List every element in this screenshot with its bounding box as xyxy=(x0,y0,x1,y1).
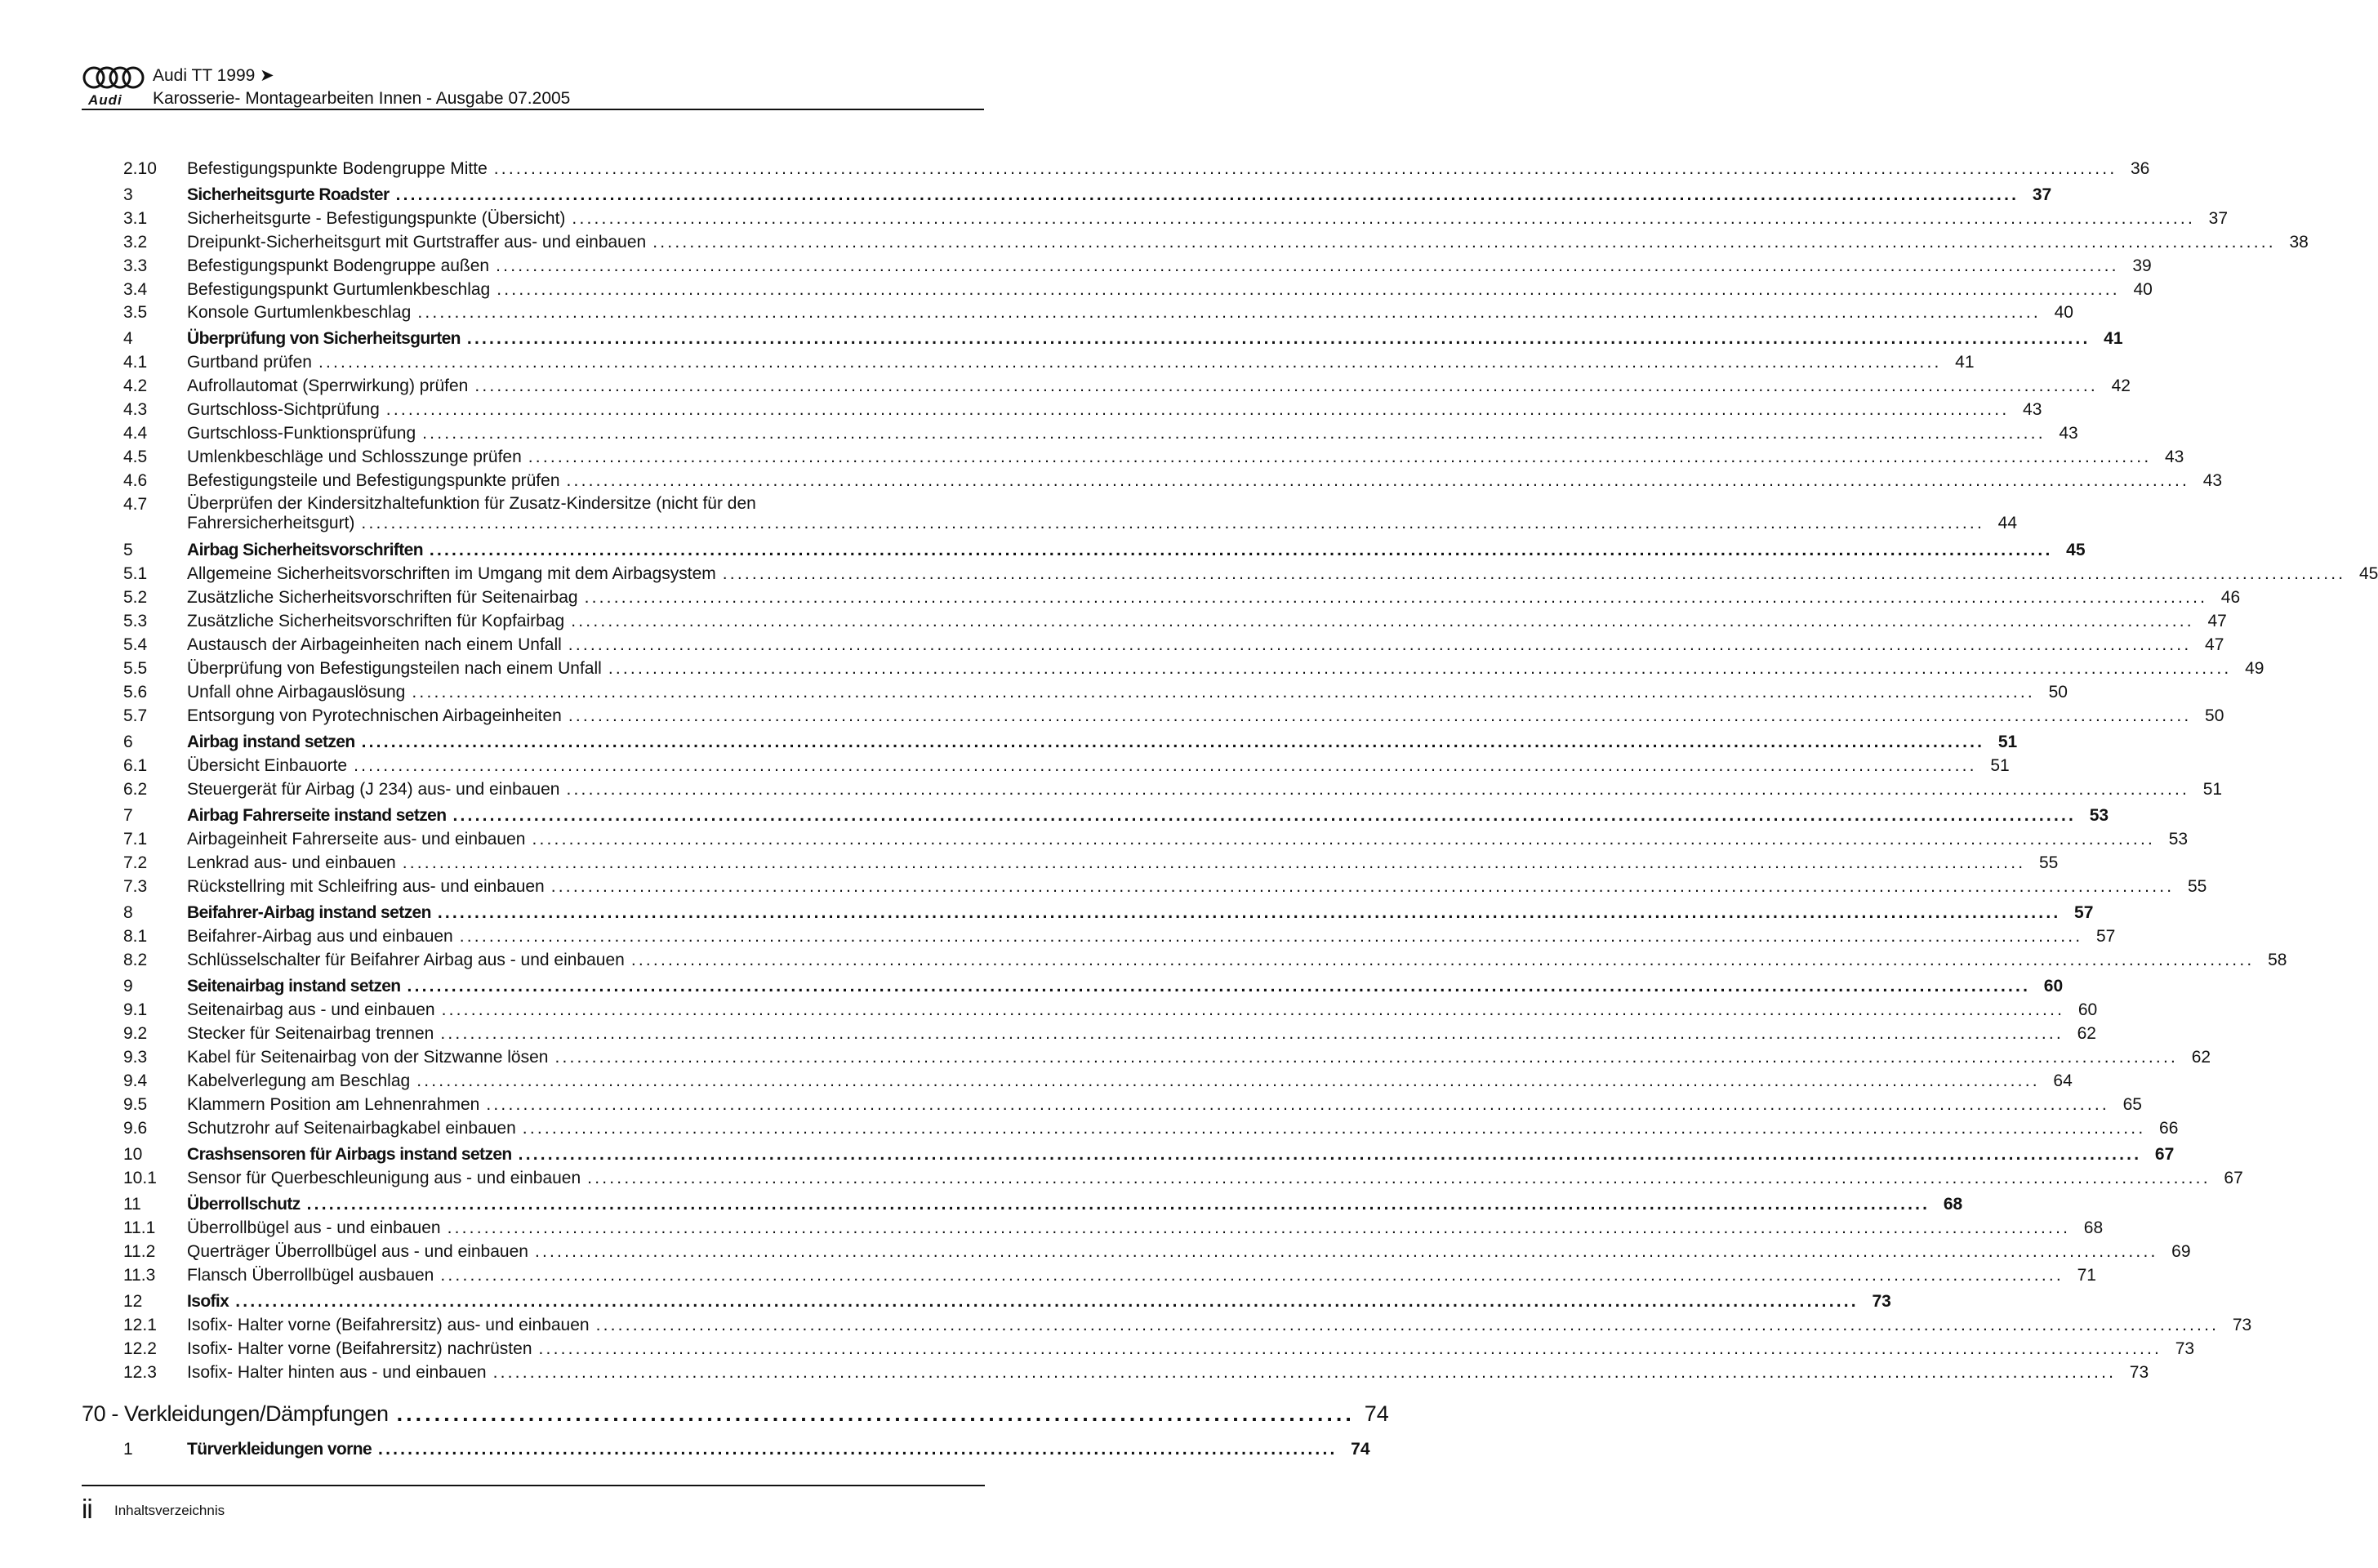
toc-entry-page: 62 xyxy=(2077,1024,2096,1043)
toc-entry-number: 12 xyxy=(123,1292,143,1311)
toc-entry-number: 3.4 xyxy=(123,280,148,299)
toc-entry-page: 71 xyxy=(2077,1266,2096,1285)
toc-entry-number: 5.3 xyxy=(123,612,148,630)
toc-entry-page: 53 xyxy=(2168,830,2189,849)
toc-entry-title: Beifahrer-Airbag instand setzen xyxy=(187,903,431,922)
toc-entry-title: Sicherheitsgurte - Befestigungspunkte (Übersicht) xyxy=(187,209,566,228)
leader-dots: ............................................................................................................................................................................................................................ xyxy=(497,280,2120,299)
toc-entry-title: Isofix- Halter hinten aus - und einbauen xyxy=(187,1363,487,1382)
leader-dots: ............................................................................................................................................................................................................................ xyxy=(568,706,2192,725)
toc-entry-number: 3.3 xyxy=(123,256,148,275)
toc-entry-number: 5 xyxy=(123,541,133,559)
toc-entry-page: 57 xyxy=(2095,927,2116,946)
leader-dots: ............................................................................................................................................................................................................................ xyxy=(429,541,2053,559)
leader-dots: ............................................................................................................................................................................................................................ xyxy=(395,185,2020,204)
toc-entry-number: 10.1 xyxy=(123,1169,157,1187)
toc-entry-page: 51 xyxy=(2202,780,2223,799)
leader-dots: ............................................................................................................................................................................................................................ xyxy=(422,424,2046,443)
toc-entry-number: 9.1 xyxy=(123,1000,148,1019)
toc-entry-title: Crashsensoren für Airbags instand setzen xyxy=(187,1145,512,1164)
leader-dots: ............................................................................................................................................................................................................................ xyxy=(496,256,2119,275)
toc-entry-title: Entsorgung von Pyrotechnischen Airbageinheiten xyxy=(187,706,562,725)
toc-entry-page: 40 xyxy=(2133,280,2153,299)
toc-entry-number: 5.1 xyxy=(123,564,148,583)
toc-entry-number: 5.5 xyxy=(123,659,148,678)
toc-entry-page: 43 xyxy=(2202,471,2223,490)
toc-entry-title: Beifahrer-Airbag aus und einbauen xyxy=(187,927,453,946)
leader-dots: ............................................................................................................................................................................................................................ xyxy=(571,612,2194,630)
toc-entry-title: Dreipunkt-Sicherheitsgurt mit Gurtstraffer aus- und einbauen xyxy=(187,233,647,252)
toc-entry-number: 5.2 xyxy=(123,588,148,607)
toc-entry-number: 5.7 xyxy=(123,706,148,725)
toc-entry-title: Gurtschloss-Sichtprüfung xyxy=(187,400,380,419)
toc-entry-title: Rückstellring mit Schleifring aus- und einbauen xyxy=(187,877,545,896)
toc-entry-title: Türverkleidungen vorne xyxy=(187,1440,372,1459)
document-title: Audi TT 1999 ➤ xyxy=(153,66,274,85)
leader-dots: ............................................................................................................................................................................................................................ xyxy=(534,1242,2158,1261)
toc-entry-page: 69 xyxy=(2171,1242,2191,1261)
toc-entry-number: 3 xyxy=(123,185,133,204)
toc-entry-page: 43 xyxy=(2059,424,2078,443)
leader-dots: ............................................................................................................................................................................................................................ xyxy=(440,1266,2064,1285)
toc-entry-number: 9.3 xyxy=(123,1048,148,1067)
toc-entry-number: 6.1 xyxy=(123,756,148,775)
toc-entry-page: 42 xyxy=(2111,376,2131,395)
leader-dots: ............................................................................................................................................................................................................................ xyxy=(447,1218,2071,1237)
toc-entry-page: 50 xyxy=(2048,683,2068,702)
leader-dots: ............................................................................................................................................................................................................................ xyxy=(584,588,2208,607)
toc-entry-page: 40 xyxy=(2054,303,2073,322)
audi-logo-icon xyxy=(82,64,145,109)
leader-dots: ............................................................................................................................................................................................................................ xyxy=(354,756,1977,775)
toc-entry-number: 12.1 xyxy=(123,1316,157,1334)
toc-entry-page: 36 xyxy=(2131,159,2150,178)
toc-entry-title: Airbag instand setzen xyxy=(187,733,355,751)
toc-entry-page: 60 xyxy=(2077,1000,2098,1019)
leader-dots: ............................................................................................................................................................................................................................ xyxy=(466,329,2091,348)
toc-entry-title: Zusätzliche Sicherheitsvorschriften für Seitenairbag xyxy=(187,588,578,607)
toc-entry-page: 60 xyxy=(2043,977,2064,996)
toc-entry-number: 7.2 xyxy=(123,853,148,872)
toc-entry-title: Klammern Position am Lehnenrahmen xyxy=(187,1095,480,1114)
toc-entry-page: 53 xyxy=(2089,806,2109,825)
toc-entry-title: Austausch der Airbageinheiten nach einem Unfall xyxy=(187,635,562,654)
toc-entry-page: 73 xyxy=(1872,1292,1891,1311)
toc-entry-title: Schlüsselschalter für Beifahrer Airbag aus - und einbauen xyxy=(187,951,625,969)
toc-entry-title: Gurtschloss-Funktionsprüfung xyxy=(187,424,416,443)
toc-entry-number: 9.5 xyxy=(123,1095,148,1114)
leader-dots: ............................................................................................................................................................................................................................ xyxy=(474,376,2098,395)
toc-entry-title: Überprüfung von Sicherheitsgurten xyxy=(187,329,461,348)
toc-entry-number: 6.2 xyxy=(123,780,148,799)
toc-entry-number: 6 xyxy=(123,733,133,751)
toc-entry-number: 11.2 xyxy=(123,1242,156,1261)
toc-entry-title: Unfall ohne Airbagauslösung xyxy=(187,683,406,702)
document-subtitle: Karosserie- Montagearbeiten Innen - Ausgabe 07.2005 xyxy=(153,89,571,108)
leader-dots: ............................................................................................................................................................................................................................ xyxy=(550,877,2175,896)
footer-label: Inhaltsverzeichnis xyxy=(114,1503,225,1518)
toc-entry-title: Airbageinheit Fahrerseite aus- und einbauen xyxy=(187,830,526,849)
toc-entry-number: 8.1 xyxy=(123,927,148,946)
toc-entry-title: Aufrollautomat (Sperrwirkung) prüfen xyxy=(187,376,469,395)
toc-entry-title: Airbag Sicherheitsvorschriften xyxy=(187,541,423,559)
leader-dots: ............................................................................................................................................................................................................................ xyxy=(417,303,2041,322)
toc-entry-title: Gurtband prüfen xyxy=(187,353,312,372)
chapter-heading[interactable] xyxy=(82,1401,1389,1426)
toc-entry-number: 4.6 xyxy=(123,471,148,490)
chapter-title: 70 - Verkleidungen/Dämpfungen xyxy=(82,1401,389,1426)
toc-entry-title: Überrollbügel aus - und einbauen xyxy=(187,1218,441,1237)
footer-page-number: ii xyxy=(82,1494,92,1524)
toc-entry-page: 67 xyxy=(2224,1169,2243,1187)
toc-entry-title: Isofix xyxy=(187,1292,229,1311)
toc-entry-number: 7.3 xyxy=(123,877,148,896)
toc-entry-page: 45 xyxy=(2066,541,2086,559)
leader-dots: ............................................................................................................................................................................................................................ xyxy=(566,471,2190,490)
toc-entry-page: 64 xyxy=(2053,1071,2073,1090)
leader-dots: ............................................................................................................................................................................................................................ xyxy=(452,806,2077,825)
toc-entry-number: 5.4 xyxy=(123,635,148,654)
toc-entry-title: Befestigungspunkt Bodengruppe außen xyxy=(187,256,490,275)
leader-dots: ............................................................................................................................................................................................................................ xyxy=(361,733,1985,751)
toc-entry-number: 12.3 xyxy=(123,1363,157,1382)
toc-entry-page: 43 xyxy=(2165,448,2184,466)
toc-entry-number: 10 xyxy=(123,1145,143,1164)
leader-dots: ............................................................................................................................................................................................................................ xyxy=(630,951,2255,969)
toc-entry-page: 44 xyxy=(1997,514,2017,532)
audi-logo-text: Audi xyxy=(88,92,122,108)
toc-entry-title: Befestigungspunkte Bodengruppe Mitte xyxy=(187,159,488,178)
leader-dots: ............................................................................................................................................................................................................................ xyxy=(532,830,2156,849)
toc-entry-page: 41 xyxy=(1955,353,1975,372)
toc-entry-page: 68 xyxy=(1943,1195,1963,1214)
header-divider xyxy=(82,109,984,110)
toc-entry-page: 58 xyxy=(2268,951,2287,969)
toc-entry-page: 68 xyxy=(2083,1218,2104,1237)
toc-entry-title: Steuergerät für Airbag (J 234) aus- und einbauen xyxy=(187,780,560,799)
toc-entry-page: 39 xyxy=(2132,256,2152,275)
toc-entry-title: Sicherheitsgurte Roadster xyxy=(187,185,390,204)
toc-entry-number: 9.6 xyxy=(123,1119,148,1138)
toc-entry-number: 7 xyxy=(123,806,133,825)
toc-entry-title: Konsole Gurtumlenkbeschlag xyxy=(187,303,412,322)
toc-entry-page: 50 xyxy=(2205,706,2224,725)
leader-dots: ............................................................................................................................................................................................................................ xyxy=(402,853,2026,872)
leader-dots: ............................................................................................................................................................................................................................ xyxy=(493,159,2117,178)
leader-dots: ............................................................................................................................................................................................................................ xyxy=(437,903,2061,922)
toc-entry-number: 11 xyxy=(123,1195,141,1214)
leader-dots: ............................................................................................................................................................................................................................ xyxy=(518,1145,2142,1164)
leader-dots: ............................................................................................................................................................................................................................ xyxy=(722,564,2346,583)
toc-entry-title: Seitenairbag instand setzen xyxy=(187,977,401,996)
toc-entry-title: Kabel für Seitenairbag von der Sitzwanne lösen xyxy=(187,1048,549,1067)
leader-dots: ............................................................................................................................................................................................................................ xyxy=(318,353,1942,372)
leader-dots: ............................................................................................................................................................................................................................ xyxy=(235,1292,1859,1311)
toc-entry-number: 4.7 xyxy=(123,495,148,514)
leader-dots: ............................................................................................................................................................................................................................ xyxy=(440,1024,2064,1043)
toc-entry-number: 4.4 xyxy=(123,424,148,443)
leader-dots: ............................................................................................................................................................................................................................ xyxy=(459,927,2083,946)
toc-entry-number: 5.6 xyxy=(123,683,148,702)
toc-entry-title: Überprüfen der Kindersitzhaltefunktion für Zusatz-Kindersitze (nicht für den xyxy=(187,494,756,513)
toc-entry-page: 51 xyxy=(1990,756,2010,775)
toc-entry-page: 49 xyxy=(2245,659,2264,678)
toc-entry-page: 37 xyxy=(2208,209,2228,228)
toc-entry-title: Befestigungsteile und Befestigungspunkte prüfen xyxy=(187,471,560,490)
toc-entry-page: 65 xyxy=(2122,1095,2142,1114)
leader-dots: ............................................................................................................................................................................................................................ xyxy=(538,1339,2162,1358)
toc-entry-title-continued: Fahrersicherheitsgurt) xyxy=(187,514,355,532)
toc-entry-number: 4.2 xyxy=(123,376,148,395)
toc-entry-page: 51 xyxy=(1997,733,2018,751)
toc-entry-page: 55 xyxy=(2187,877,2207,896)
page-header xyxy=(82,64,984,109)
toc-entry-page: 55 xyxy=(2038,853,2059,872)
chapter-page: 74 xyxy=(1364,1401,1389,1426)
toc-entry-title: Befestigungspunkt Gurtumlenkbeschlag xyxy=(187,280,491,299)
toc-entry-number: 11.1 xyxy=(123,1218,156,1237)
leader-dots: ............................................................................................................................................................................................................................ xyxy=(522,1119,2146,1138)
leader-dots: .................................................................................................................................. xyxy=(378,1440,1338,1459)
leader-dots: ............................................................................................................................................................................................................................ xyxy=(554,1048,2179,1067)
toc-entry-number: 3.2 xyxy=(123,233,148,252)
leader-dots: ............................................................................................................................................................................................................................ xyxy=(306,1195,1930,1214)
leader-dots: ............................................................................................................................................................................................................................ xyxy=(492,1363,2117,1382)
toc-entry-page: 46 xyxy=(2220,588,2241,607)
toc-entry-number: 9.2 xyxy=(123,1024,148,1043)
toc-entry-title: Zusätzliche Sicherheitsvorschriften für Kopfairbag xyxy=(187,612,565,630)
toc-entry-page: 47 xyxy=(2207,612,2227,630)
toc-entry-number: 4.5 xyxy=(123,448,148,466)
leader-dots: ............................................................................................................................................................................................................................ xyxy=(361,514,1984,532)
toc-entry-number: 4 xyxy=(123,329,133,348)
toc-entry-number: 8.2 xyxy=(123,951,148,969)
toc-entry-number: 9.4 xyxy=(123,1071,148,1090)
toc-entry-page: 74 xyxy=(1351,1440,1370,1459)
toc-entry-page: 47 xyxy=(2205,635,2224,654)
toc-entry-number: 4.1 xyxy=(123,353,148,372)
leader-dots: ............................................................................................................................................................................................................................ xyxy=(416,1071,2040,1090)
toc-entry-page: 57 xyxy=(2074,903,2094,922)
toc-entry-page: 66 xyxy=(2159,1119,2179,1138)
toc-entry-title: Übersicht Einbauorte xyxy=(187,756,348,775)
toc-entry-number: 12.2 xyxy=(123,1339,157,1358)
footer-divider xyxy=(82,1485,985,1486)
toc-entry-number: 1 xyxy=(123,1440,133,1459)
toc-entry-title: Seitenairbag aus - und einbauen xyxy=(187,1000,435,1019)
toc-entry-title: Schutzrohr auf Seitenairbagkabel einbauen xyxy=(187,1119,516,1138)
toc-entry-page: 41 xyxy=(2104,329,2123,348)
toc-entry-page: 73 xyxy=(2129,1363,2149,1382)
toc-entry-number: 2.10 xyxy=(123,159,157,178)
leader-dots: ............................................................................................................................................................................................................................ xyxy=(441,1000,2065,1019)
toc-entry-number: 11.3 xyxy=(123,1266,156,1285)
toc-entry-page: 45 xyxy=(2358,564,2378,583)
toc-entry-title: Isofix- Halter vorne (Beifahrersitz) aus- und einbauen xyxy=(187,1316,590,1334)
toc-entry-page: 73 xyxy=(2175,1339,2195,1358)
toc-entry-title: Umlenkbeschläge und Schlosszunge prüfen xyxy=(187,448,522,466)
leader-dots: ............................................................................................................................................................................................................................ xyxy=(568,635,2192,654)
toc-entry-page: 38 xyxy=(2289,233,2309,252)
leader-dots: ............................................................................................................................................................................................................................ xyxy=(572,209,2195,228)
leader-dots: ............................................................................................................................................................................................................................ xyxy=(595,1316,2220,1334)
toc-entry-title: Überprüfung von Befestigungsteilen nach einem Unfall xyxy=(187,659,602,678)
toc-entry-title: Kabelverlegung am Beschlag xyxy=(187,1071,411,1090)
toc-entry-title: Flansch Überrollbügel ausbauen xyxy=(187,1266,434,1285)
toc-entry-title: Airbag Fahrerseite instand setzen xyxy=(187,806,447,825)
toc-entry-page: 73 xyxy=(2232,1316,2252,1334)
toc-entry-title: Isofix- Halter vorne (Beifahrersitz) nachrüsten xyxy=(187,1339,532,1358)
leader-dots: ............................................................................................................................................................................................................................ xyxy=(412,683,2035,702)
toc-entry-title: Überrollschutz xyxy=(187,1195,301,1214)
toc-entry-number: 3.5 xyxy=(123,303,148,322)
toc-entry-number: 4.3 xyxy=(123,400,148,419)
toc-entry-title: Stecker für Seitenairbag trennen xyxy=(187,1024,434,1043)
leader-dots: ............................................................................................................................................................................................................................ xyxy=(385,400,2010,419)
leader-dots: ............................................................................................................................................................................................................................ xyxy=(652,233,2276,252)
toc-entry-number: 8 xyxy=(123,903,133,922)
toc-entry-title: Sensor für Querbeschleunigung aus - und einbauen xyxy=(187,1169,581,1187)
toc-entry-number: 3.1 xyxy=(123,209,148,228)
leader-dots: ............................................................................................................................................................................................................................ xyxy=(566,780,2190,799)
toc-entry-title: Querträger Überrollbügel aus - und einbauen xyxy=(187,1242,528,1261)
leader-dots: ............................................................................................................................................................................................................................ xyxy=(528,448,2152,466)
leader-dots: ............................................................................................................................................................................................................................ xyxy=(608,659,2232,678)
toc-entry-page: 37 xyxy=(2032,185,2052,204)
leader-dots: ............................................................................................................................................................................................................................ xyxy=(407,977,2031,996)
toc-entry-page: 62 xyxy=(2191,1048,2211,1067)
leader-dots: ............................................................................................................................................................................................................................ xyxy=(486,1095,2109,1114)
toc-entry-page: 67 xyxy=(2154,1145,2175,1164)
toc-entry-title: Allgemeine Sicherheitsvorschriften im Umgang mit dem Airbagsystem xyxy=(187,564,716,583)
toc-entry-page: 43 xyxy=(2023,400,2042,419)
toc-entry-number: 7.1 xyxy=(123,830,148,849)
leader-dots: ............................................................................................................................................................................................................................ xyxy=(587,1169,2211,1187)
leader-dots: ...................................................................................................... xyxy=(396,1401,1355,1426)
toc-entry-title: Lenkrad aus- und einbauen xyxy=(187,853,396,872)
toc-entry-number: 9 xyxy=(123,977,133,996)
